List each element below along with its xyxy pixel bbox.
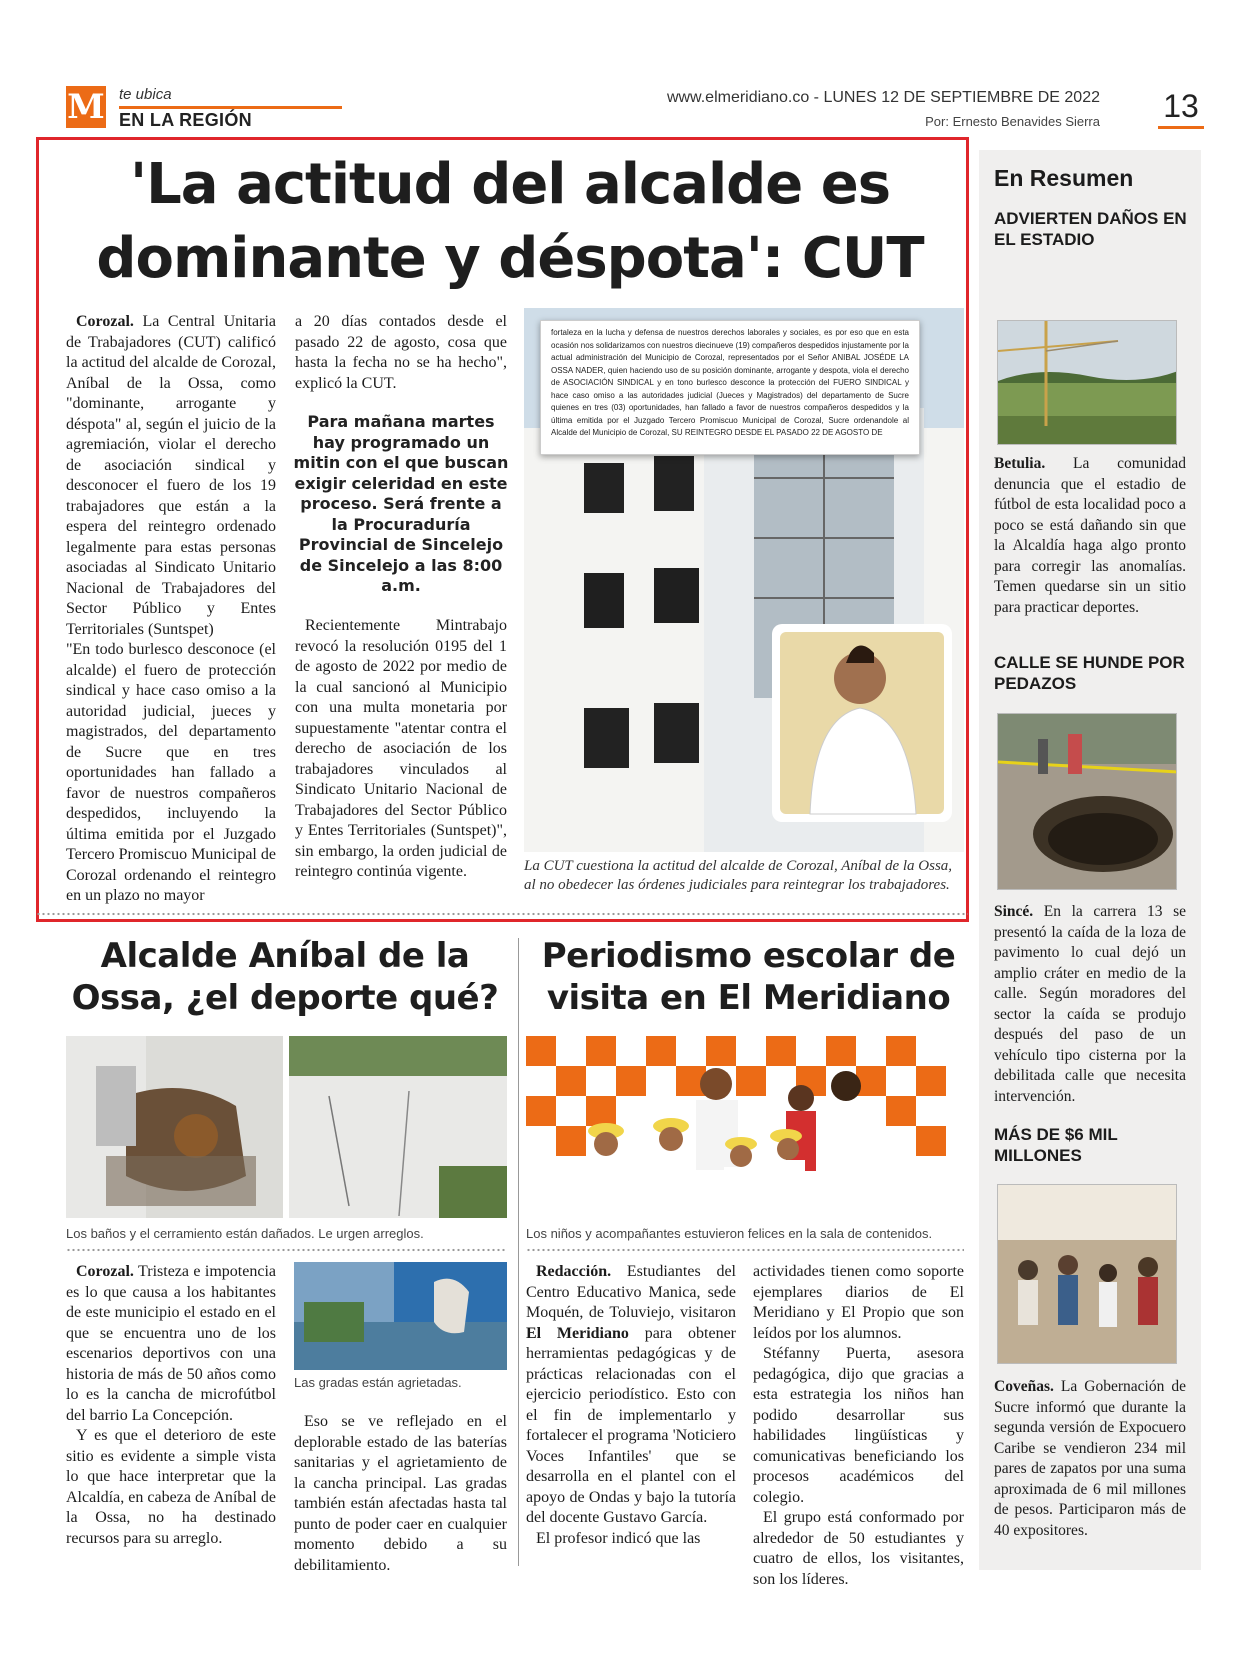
stadium-photo [997, 320, 1177, 445]
dotted-rule [526, 1248, 964, 1252]
main-photo-caption: La CUT cuestiona la actitud del alcalde de Corozal, Aníbal de la Ossa, al no obedecer las órdenes judiciales para reintegrar los trabajadores. [524, 858, 953, 893]
section-rule [119, 106, 342, 109]
column-divider [518, 938, 519, 1566]
students-photo [526, 1036, 964, 1218]
document-excerpt: fortaleza en la lucha y defensa de nuestros derechos laborales y sociales, es por eso que en esta ocasión nos solidarizamos con nuestros diecinueve (19) compañeros despedidos injustamente por la actual administración del Municipio de Corozal, representados por el Señor ANIBAL JOSÉDE LA OSSA NADER, quien haciendo uso de su posición dominante, arrogante y despota, viola el derecho de ASOCIACIÓN SINDICAL y en tono burlesco desconce la protección del FUERO SINDICAL y hace caso omiso a las autoridades judicial (Jueces y Magistrados) del departamento de Sucre quienes en tres (03) oportunidades, han fallado a favor de nuestros compañeros despedidos y la última emitida por el Juzgado Tercero Promiscuo Municipal de Corozal, Sucre ordenandole al Alcalde del Municipio de Corozal, SU REINTEGRO DESDE EL PASADO 22 DE AGOSTO DE [540, 320, 920, 455]
main-article-column-2: a 20 días contados desde el pasado 22 de agosto, cosa que hasta la fecha no se ha hecho", explicó la CUT. [295, 313, 507, 392]
deporte-column-2: Eso se ve reflejado en el deplorable estado de las baterías sanitarias y el agrietamiento de la cancha principal. Las gradas también están afectadas hasta tal punto de poder caer en cualquier momento debido a su debilitamiento. [294, 1413, 507, 1574]
main-article-column-2b: Recientemente Mintrabajo revocó la resolución 0195 del 1 de agosto de 2022 por medio de la cual sancionó al Municipio con una multa monetaria por supuestamente "atentar contra el derecho de asociación de los trabajadores vinculados al Sindicato Unitario Nacional de Trabajadores del Sector Público y Entes Territoriales (Suntspet)", sin embargo, la orden judicial de reintegro continúa vigente. [295, 617, 507, 880]
periodismo-column-1: Redacción. Estudiantes del Centro Educativo Manica, sede Moquén, de Toluviejo, visitaron El Meridiano para obtener herramientas pedagógicas y de prácticas relacionadas con el ejercicio periodístico. Esto con el fin de implementarlo y fortalecer el programa 'Noticiero Voces Infantiles' que se desarrolla en el plantel con el apoyo de Ondas y bajo la tutoría del docente Gustavo García. El profesor indicó que las [526, 1263, 736, 1547]
deporte-photo-caption: Los baños y el cerramiento están dañados. Le urgen arreglos. [66, 1226, 424, 1241]
sinkhole-photo [997, 713, 1177, 890]
dateline: www.elmeridiano.co - LUNES 12 DE SEPTIEMBRE DE 2022 [666, 89, 1100, 106]
deporte-headline: Alcalde Aníbal de la Ossa, ¿el deporte qué? [71, 936, 499, 1018]
sidebar-item-text: Sincé. En la carrera 13 se presentó la caída de la loza de pavimento lo cual dejó un amplio cráter en medio de la calle. Según moradores del sector la caída se produjo después del paso de un vehículo tipo cisterna por la debilitada calle que necesita intervención. [994, 903, 1186, 1105]
main-headline: 'La actitud del alcalde es dominante y déspota': CUT [96, 152, 924, 291]
bleachers-caption: Las gradas están agrietadas. [294, 1375, 462, 1390]
dotted-rule [66, 1248, 507, 1252]
pull-quote: Para mañana martes hay programado un mitin con el que buscan exigir celeridad en este proceso. Será frente a la Procuraduría Provincial de Sincelejo de Sincelejo a las 8:00 a.m. [293, 412, 509, 595]
expo-photo [997, 1184, 1177, 1364]
section-name: EN LA REGIÓN [119, 110, 252, 130]
sidebar-item-text: Betulia. La comunidad denuncia que el estadio de fútbol de esta localidad poco a poco se está dañando sin que la Alcaldía haga algo pronto para corregir las anomalías. Temen quedarse sin un sitio para practicar deportes. [994, 455, 1186, 616]
page-number: 13 [1163, 88, 1199, 124]
sidebar-item-heading: MÁS DE $6 MIL MILLONES [994, 1125, 1118, 1165]
sidebar-item-heading: ADVIERTEN DAÑOS EN EL ESTADIO [994, 209, 1187, 249]
periodismo-column-2: actividades tienen como soporte ejemplares diarios de El Meridiano y El Propio que son leídos por los alumnos. Stéfanny Puerta, asesora pedagógica, dijo que gracias a esta estrategia los niños han podido desarrollar sus habilidades lingüísticas y comunicativas beneficiando los procesos académicos del colegio. El grupo está conformado por alrededor de 50 estudiantes y cuatro de ellos, los visitantes, son los líderes. [753, 1263, 964, 1588]
byline: Por: Ernesto Benavides Sierra [925, 114, 1100, 129]
wall-photo [289, 1036, 507, 1218]
page-number-rule [1158, 126, 1204, 129]
sidebar-title: En Resumen [994, 165, 1134, 191]
dotted-rule [36, 912, 968, 916]
sidebar-item-text: Coveñas. La Gobernación de Sucre informó que durante la segunda versión de Expocuero Caribe se vendieron 234 mil pares de zapatos por una suma aproximada de 6 mil millones de pesos. Participaron más de 40 expositores. [994, 1378, 1186, 1539]
bathroom-photo [66, 1036, 283, 1218]
tagline: te ubica [119, 86, 172, 103]
periodismo-headline: Periodismo escolar de visita en El Meridiano [541, 936, 956, 1018]
periodismo-photo-caption: Los niños y acompañantes estuvieron felices en la sala de contenidos. [526, 1226, 933, 1241]
deporte-column-1: Corozal. Tristeza e impotencia es lo que causa a los habitantes de este municipio el estado en el que se encuentra uno de los escenarios deportivos con una historia de más de 50 años como lo es la cancha de microfútbol del barrio La Concepción. Y es que el deterioro de este sitio es evidente a simple vista lo que hace interpretar que la Alcaldía, en cabeza de Aníbal de la Ossa, no ha destinado recursos para su arreglo. [66, 1263, 276, 1547]
main-article-column-1: Corozal. La Central Unitaria de Trabajadores (CUT) calificó la actitud del alcalde de Corozal, Aníbal de la Ossa, como "dominante, arrogante y déspota" al, según el juicio de la agremiación, violar el derecho de asociación sindical y desconocer el fuero de los 19 trabajadores que están a la espera del reintegro ordenado legalmente para estas personas asociadas al Sindicato Unitario Nacional de Trabajadores del Sector Público y Entes Territoriales (Suntspet) "En todo burlesco desconoce (el alcalde) el fuero de protección sindical y hace caso omiso a la autoridad judicial, jueces y magistrados, del departamento de Sucre que en tres oportunidades han fallado a favor de nuestros compañeros despedidos, incluyendo la última emitida por el Juzgado Tercero Promiscuo Municipal de Corozal ordenando el reintegro en un plazo no mayor [66, 313, 276, 904]
sidebar-item-heading: CALLE SE HUNDE POR PEDAZOS [994, 653, 1185, 693]
bleachers-photo [294, 1262, 507, 1370]
newspaper-logo: M [67, 87, 105, 127]
